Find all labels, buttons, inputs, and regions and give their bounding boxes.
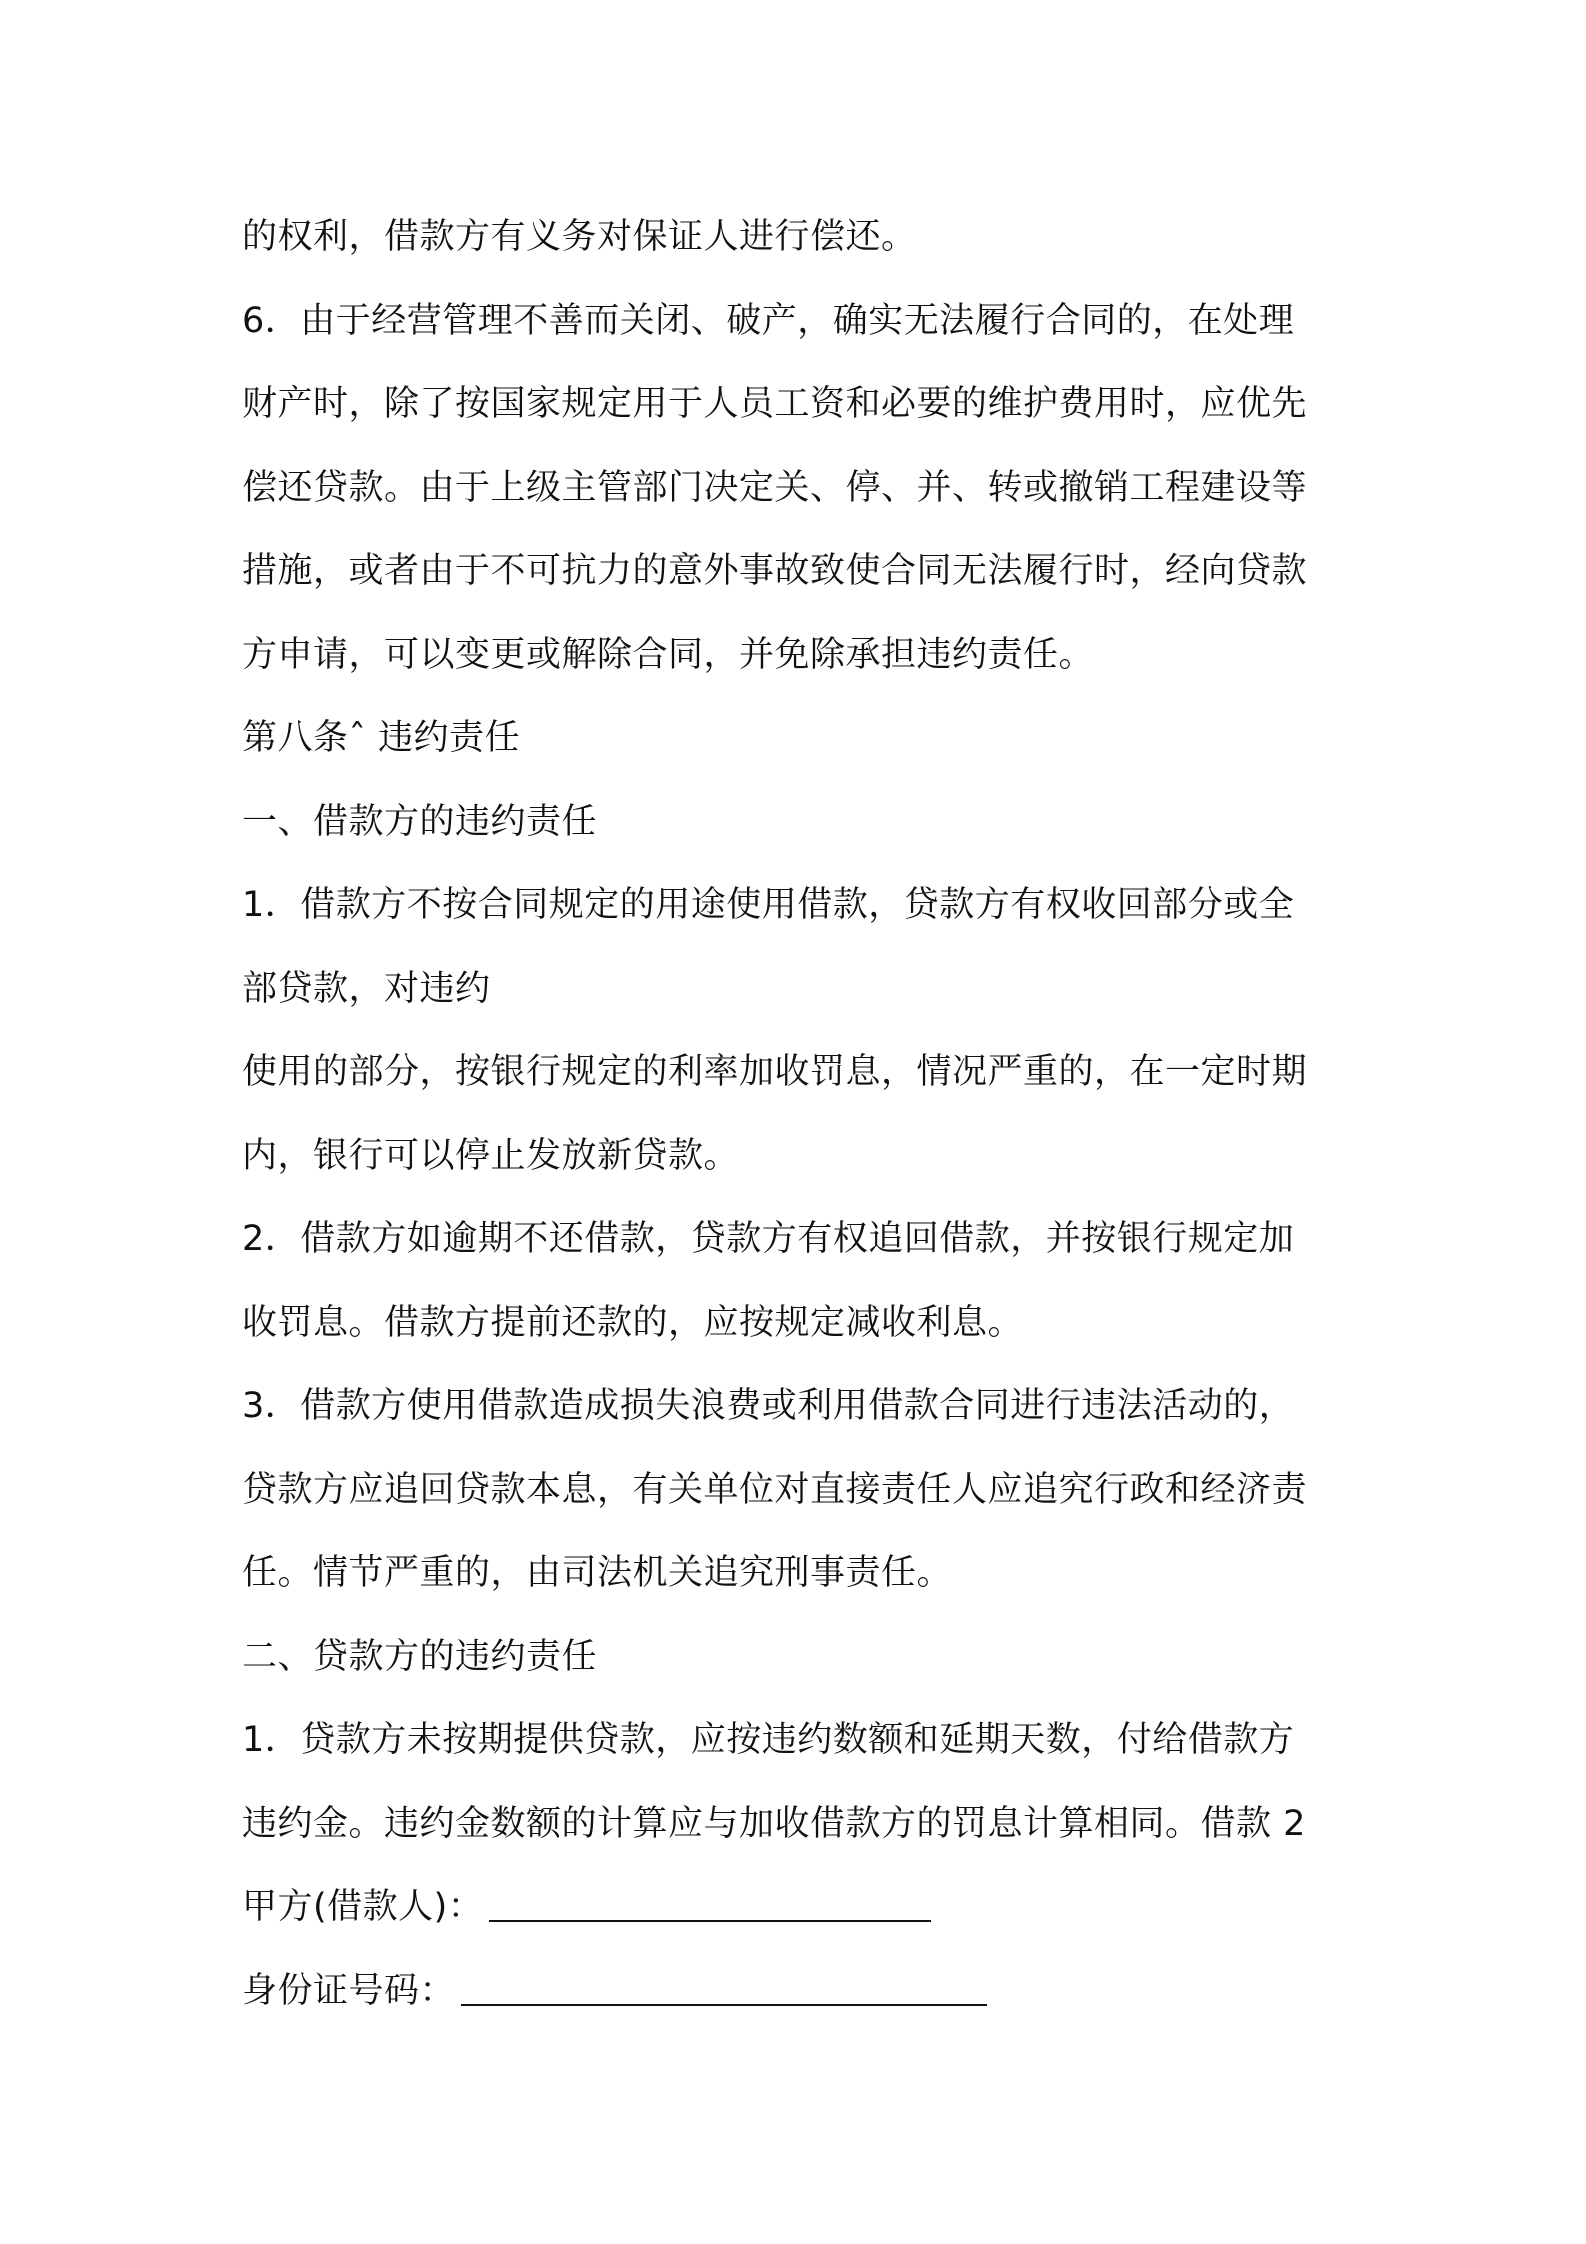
paragraph-line: 2．借款方如逾期不还借款，贷款方有权追回借款，并按银行规定加	[242, 1219, 1295, 1259]
paragraph-line: 内，银行可以停止发放新贷款。	[242, 1135, 740, 1176]
paragraph-line: 财产时，除了按国家规定用于人员工资和必要的维护费用时，应优先	[242, 384, 1308, 424]
paragraph-line: 1．借款方不按合同规定的用途使用借款，贷款方有权收回部分或全	[242, 885, 1295, 925]
article-heading: 第八条ˆ 违约责任	[242, 718, 521, 758]
paragraph-line: 1．贷款方未按期提供贷款，应按违约数额和延期天数，付给借款方	[242, 1720, 1295, 1760]
paragraph-line: 任。情节严重的，由司法机关追究刑事责任。	[242, 1553, 953, 1593]
signature-field-id-number	[242, 1950, 1352, 2034]
field-label: 身份证号码：	[242, 1970, 456, 2011]
paragraph-line: 部贷款，对违约	[242, 968, 491, 1009]
paragraph-line: 3．借款方使用借款造成损失浪费或利用借款合同进行违法活动的，	[242, 1386, 1295, 1426]
id-number-blank-line	[461, 1972, 987, 2006]
paragraph-line: 方申请，可以变更或解除合同，并免除承担违约责任。	[242, 634, 1095, 675]
paragraph-line: 措施，或者由于不可抗力的意外事故致使合同无法履行时，经向贷款	[242, 551, 1308, 591]
signature-field-party-a	[242, 1866, 1352, 1950]
field-label: 甲方(借款人)：	[242, 1887, 484, 1927]
paragraph-line: 偿还贷款。由于上级主管部门决定关、停、并、转或撤销工程建设等	[242, 467, 1308, 508]
section-heading: 一、借款方的违约责任	[242, 801, 598, 842]
document-body	[242, 196, 1352, 2033]
paragraph-line: 使用的部分，按银行规定的利率加收罚息，情况严重的，在一定时期	[242, 1052, 1308, 1092]
paragraph-line: 6．由于经营管理不善而关闭、破产，确实无法履行合同的，在处理	[242, 300, 1295, 341]
section-heading: 二、贷款方的违约责任	[242, 1636, 598, 1677]
paragraph-line: 收罚息。借款方提前还款的，应按规定减收利息。	[242, 1302, 1024, 1343]
paragraph-line: 贷款方应追回贷款本息，有关单位对直接责任人应追究行政和经济责	[242, 1469, 1308, 1510]
paragraph-line: 的权利，借款方有义务对保证人进行偿还。	[242, 217, 917, 257]
party-a-blank-line	[489, 1888, 931, 1922]
paragraph-line: 违约金。违约金数额的计算应与加收借款方的罚息计算相同。借款 2	[242, 1803, 1306, 1844]
